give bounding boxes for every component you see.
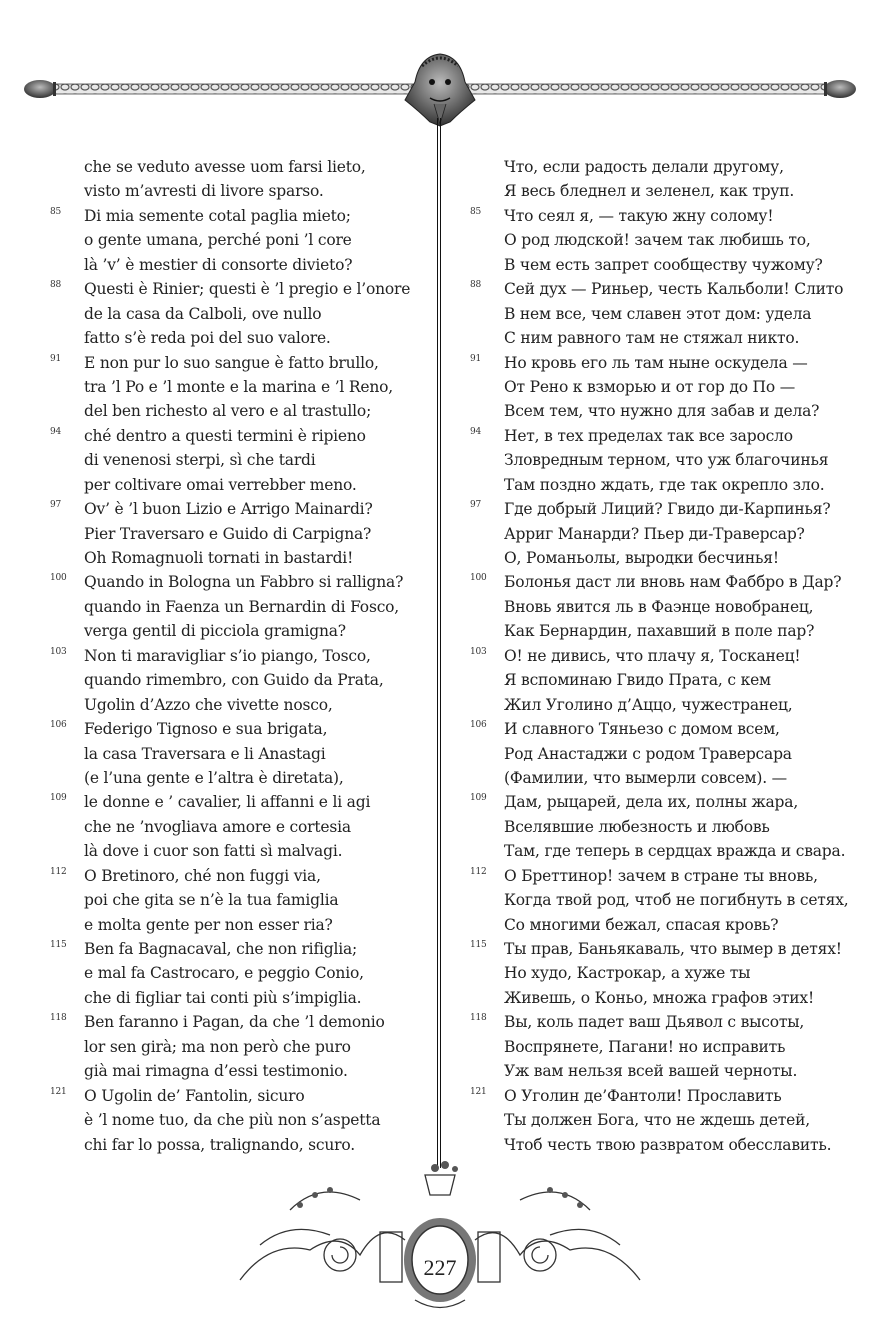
verse-line bbox=[50, 742, 430, 766]
verse-text: Но кровь его ль там ныне оскудела — bbox=[504, 353, 808, 372]
verse-text: Арриг Манарди? Пьер ди-Траверсар? bbox=[504, 524, 805, 543]
line-number: 97 bbox=[50, 500, 62, 511]
verse-text: che di figliar tai conti più s’impiglia. bbox=[84, 988, 362, 1007]
verse-text: Я вспоминаю Гвидо Прата, с кем bbox=[504, 671, 771, 690]
verse-text: Зловредным терном, что уж благочинья bbox=[504, 451, 829, 470]
verse-text: E non pur lo suo sangue è fatto brullo, bbox=[84, 353, 379, 372]
verse-line bbox=[50, 1010, 430, 1034]
verse-text: Вселявшие любезность и любовь bbox=[504, 817, 770, 836]
verse-line bbox=[470, 864, 870, 888]
verse-text: quando in Faenza un Bernardin di Fosco, bbox=[84, 597, 400, 616]
verse-line bbox=[470, 179, 870, 203]
verse-text: e molta gente per non esser ria? bbox=[84, 915, 333, 934]
verse-text: Ты должен Бога, что не ждешь детей, bbox=[504, 1111, 810, 1130]
verse-text: ché dentro a questi termini è ripieno bbox=[84, 426, 366, 445]
verse-text: Questi è Rinier; questi è ’l pregio e l’onore bbox=[84, 280, 411, 299]
verse-line bbox=[50, 326, 430, 350]
verse-line bbox=[470, 1035, 870, 1059]
verse-text: là dove i cuor son fatti sì malvagi. bbox=[84, 842, 343, 861]
verse-line bbox=[470, 497, 870, 521]
verse-text: (Фамилии, что вымерли совсем). — bbox=[504, 768, 787, 787]
verse-line bbox=[50, 644, 430, 668]
verse-line bbox=[470, 155, 870, 179]
verse-text: visto m’avresti di livore sparso. bbox=[84, 182, 324, 201]
verse-line bbox=[50, 815, 430, 839]
verse-text: Чтоб честь твою развратом обесславить. bbox=[504, 1135, 832, 1154]
verse-line bbox=[50, 179, 430, 203]
verse-line bbox=[50, 424, 430, 448]
verse-text: Воспрянете, Пагани! но исправить bbox=[504, 1037, 786, 1056]
verse-text: О Бреттинор! зачем в стране ты вновь, bbox=[504, 866, 818, 885]
verse-line bbox=[50, 595, 430, 619]
verse-line bbox=[470, 302, 870, 326]
line-number: 115 bbox=[470, 940, 487, 950]
verse-line bbox=[50, 399, 430, 423]
line-number: 88 bbox=[50, 280, 62, 291]
verse-text: è ’l nome tuo, da che più non s’aspetta bbox=[84, 1111, 381, 1130]
verse-line bbox=[470, 693, 870, 717]
leaves-icon bbox=[297, 1161, 583, 1208]
verse-line bbox=[50, 668, 430, 692]
verse-line bbox=[50, 693, 430, 717]
line-number: 91 bbox=[50, 353, 62, 364]
verse-text: Di mia semente cotal paglia mieto; bbox=[84, 206, 351, 225]
verse-text: che se veduto avesse uom farsi lieto, bbox=[84, 158, 366, 176]
page-number: 227 bbox=[423, 1255, 457, 1280]
verse-text: Non ti maravigliar s’io piango, Tosco, bbox=[84, 646, 371, 665]
verse-text: Pier Traversaro e Guido di Carpigna? bbox=[84, 524, 372, 543]
verse-line bbox=[470, 595, 870, 619]
verse-line bbox=[470, 522, 870, 546]
verse-line bbox=[470, 986, 870, 1010]
verse-line bbox=[50, 1084, 430, 1108]
verse-text: Жил Уголино д’Аццо, чужестранец, bbox=[504, 695, 793, 714]
verse-text: e mal fa Castrocaro, e peggio Conio, bbox=[84, 964, 364, 983]
verse-line bbox=[470, 790, 870, 814]
verse-line bbox=[470, 815, 870, 839]
verse-line bbox=[50, 986, 430, 1010]
verse-line bbox=[50, 766, 430, 790]
verse-line bbox=[470, 424, 870, 448]
verse-line bbox=[470, 888, 870, 912]
verse-text: И славного Тяньезо с домом всем, bbox=[504, 720, 780, 739]
verse-line bbox=[470, 1059, 870, 1083]
verse-line bbox=[470, 204, 870, 228]
verse-line bbox=[50, 937, 430, 961]
verse-text: O Ugolin de’ Fantolin, sicuro bbox=[84, 1086, 305, 1105]
verse-line bbox=[470, 1084, 870, 1108]
verse-text: lor sen girà; ma non però che puro bbox=[84, 1037, 351, 1056]
verse-line bbox=[470, 766, 870, 790]
verse-text: Ты прав, Баньякаваль, что вымер в детях! bbox=[504, 940, 842, 958]
verse-line bbox=[50, 888, 430, 912]
line-number: 109 bbox=[470, 793, 487, 804]
verse-text: О! не дивись, что плачу я, Тосканец! bbox=[504, 646, 801, 665]
verse-line bbox=[50, 253, 430, 277]
verse-line bbox=[470, 228, 870, 252]
verse-text: Где добрый Лиций? Гвидо ди-Карпинья? bbox=[504, 500, 831, 519]
verse-line bbox=[470, 717, 870, 741]
line-number: 94 bbox=[50, 426, 62, 437]
verse-line bbox=[470, 1108, 870, 1132]
verse-line bbox=[50, 522, 430, 546]
verse-line bbox=[50, 1108, 430, 1132]
verse-line bbox=[470, 570, 870, 594]
verse-line bbox=[470, 375, 870, 399]
verse-line bbox=[50, 546, 430, 570]
verse-text: di venenosi sterpi, sì che tardi bbox=[84, 451, 316, 470]
russian-column bbox=[470, 155, 870, 1157]
verse-text: Всем тем, что нужно для забав и дела? bbox=[504, 402, 820, 421]
verse-text: Вновь явится ль в Фаэнце новобранец, bbox=[504, 597, 814, 616]
line-number: 106 bbox=[470, 720, 487, 731]
verse-text: Что сеял я, — такую жну солому! bbox=[504, 206, 774, 225]
line-number: 88 bbox=[470, 280, 482, 291]
line-number: 103 bbox=[50, 646, 67, 657]
verse-text: Oh Romagnuoli tornati in bastardi! bbox=[84, 549, 354, 567]
verse-text: В нем все, чем славен этот дом: удела bbox=[504, 304, 812, 323]
verse-line bbox=[470, 839, 870, 863]
footer-ornament bbox=[230, 1160, 650, 1310]
line-number: 121 bbox=[50, 1086, 67, 1097]
line-number: 91 bbox=[470, 353, 482, 364]
verse-line bbox=[50, 961, 430, 985]
line-number: 85 bbox=[470, 206, 482, 217]
verse-text: Вы, коль падет ваш Дьявол с высоты, bbox=[504, 1013, 805, 1032]
verse-text: Я весь бледнел и зеленел, как труп. bbox=[504, 182, 795, 201]
line-number: 97 bbox=[470, 500, 482, 511]
line-number: 100 bbox=[50, 573, 67, 584]
verse-text: poi che gita se n’è la tua famiglia bbox=[84, 891, 339, 910]
verse-line bbox=[470, 961, 870, 985]
verse-text: Что, если радость делали другому, bbox=[504, 158, 784, 176]
verse-line bbox=[470, 399, 870, 423]
verse-line bbox=[470, 326, 870, 350]
verse-line bbox=[50, 619, 430, 643]
verse-line bbox=[470, 448, 870, 472]
verse-line bbox=[470, 668, 870, 692]
verse-line bbox=[50, 497, 430, 521]
verse-text: Род Анастаджи с родом Траверсара bbox=[504, 744, 792, 763]
verse-text: le donne e ’ cavalier, li affanni e li agi bbox=[84, 793, 371, 812]
verse-line bbox=[50, 155, 430, 179]
verse-line bbox=[50, 1133, 430, 1157]
line-number: 103 bbox=[470, 646, 487, 657]
verse-line bbox=[50, 473, 430, 497]
verse-text: che ne ’nvogliava amore e cortesia bbox=[84, 817, 351, 836]
verse-text: tra ’l Po e ’l monte e la marina e ’l Reno, bbox=[84, 377, 394, 396]
line-number: 112 bbox=[470, 866, 487, 877]
verse-text: per coltivare omai verrebber meno. bbox=[84, 475, 357, 494]
verse-line bbox=[50, 790, 430, 814]
verse-line bbox=[50, 204, 430, 228]
verse-text: В чем есть запрет сообществу чужому? bbox=[504, 255, 823, 274]
verse-text: С ним равного там не стяжал никто. bbox=[504, 329, 800, 348]
verse-text: Болонья даст ли вновь нам Фаббро в Дар? bbox=[504, 573, 842, 592]
verse-line bbox=[470, 546, 870, 570]
verse-line bbox=[50, 375, 430, 399]
verse-line bbox=[470, 619, 870, 643]
verse-text: От Рено к взморью и от гор до По — bbox=[504, 377, 796, 396]
italian-column bbox=[50, 155, 430, 1157]
verse-line bbox=[50, 717, 430, 741]
line-number: 121 bbox=[470, 1086, 487, 1097]
line-number: 94 bbox=[470, 426, 482, 437]
verse-text: О Уголин де’Фантоли! Прославить bbox=[504, 1086, 782, 1105]
verse-line bbox=[50, 277, 430, 301]
verse-line bbox=[470, 644, 870, 668]
verse-text: (e l’una gente e l’altra è diretata), bbox=[84, 768, 344, 787]
verse-text: chi far lo possa, tralignando, scuro. bbox=[84, 1135, 355, 1154]
verse-text: Federigo Tignoso e sua brigata, bbox=[84, 720, 328, 739]
verse-line bbox=[470, 1010, 870, 1034]
verse-text: Сей дух — Риньер, честь Кальболи! Слито bbox=[504, 280, 844, 299]
pinecone-finial-right-icon bbox=[824, 80, 856, 98]
verse-text: o gente umana, perché poni ’l core bbox=[84, 231, 352, 250]
verse-text: О, Романьолы, выродки бесчинья! bbox=[504, 549, 779, 567]
verse-line bbox=[50, 351, 430, 375]
verse-line bbox=[50, 302, 430, 326]
verse-text: Со многими бежал, спасая кровь? bbox=[504, 915, 779, 934]
verse-line bbox=[50, 839, 430, 863]
line-number: 109 bbox=[50, 793, 67, 804]
verse-text: de la casa da Calboli, ove nullo bbox=[84, 304, 322, 323]
verse-line bbox=[50, 570, 430, 594]
verse-text: О род людской! зачем так любишь то, bbox=[504, 231, 811, 250]
line-number: 115 bbox=[50, 940, 67, 950]
verse-line bbox=[50, 1059, 430, 1083]
verse-line bbox=[50, 228, 430, 252]
verse-text: verga gentil di picciola gramigna? bbox=[84, 622, 346, 641]
verse-line bbox=[50, 913, 430, 937]
verse-text: Когда твой род, чтоб не погибнуть в сетях, bbox=[504, 891, 849, 910]
line-number: 112 bbox=[50, 866, 67, 877]
pinecone-finial-left-icon bbox=[24, 80, 56, 98]
verse-line bbox=[470, 277, 870, 301]
verse-text: O Bretinoro, ché non fuggi via, bbox=[84, 866, 321, 885]
verse-line bbox=[470, 351, 870, 375]
line-number: 106 bbox=[50, 720, 67, 731]
verse-text: la casa Traversara e li Anastagi bbox=[84, 744, 326, 763]
verse-line bbox=[470, 473, 870, 497]
verse-text: già mai rimagna d’essi testimonio. bbox=[84, 1062, 348, 1081]
verse-text: Уж вам нельзя всей вашей черноты. bbox=[504, 1062, 798, 1081]
verse-text: Quando in Bologna un Fabbro si ralligna? bbox=[84, 573, 404, 592]
verse-line bbox=[50, 864, 430, 888]
verse-line bbox=[470, 913, 870, 937]
verse-text: Нет, в тех пределах так все заросло bbox=[504, 426, 793, 445]
verse-line bbox=[470, 1133, 870, 1157]
verse-text: Живешь, о Коньо, множа графов этих! bbox=[504, 988, 814, 1007]
verse-line bbox=[50, 448, 430, 472]
verse-text: Но худо, Кастрокар, а хуже ты bbox=[504, 964, 751, 983]
verse-line bbox=[470, 937, 870, 961]
line-number: 118 bbox=[50, 1013, 67, 1024]
verse-line bbox=[470, 742, 870, 766]
line-number: 85 bbox=[50, 206, 62, 217]
verse-text: Как Бернардин, пахавший в поле пар? bbox=[504, 622, 815, 641]
verse-text: del ben richesto al vero e al trastullo; bbox=[84, 402, 372, 421]
verse-text: là ’v’ è mestier di consorte divieto? bbox=[84, 255, 353, 274]
verse-text: fatto s’è reda poi del suo valore. bbox=[84, 329, 331, 348]
verse-text: Ov’ è ’l buon Lizio e Arrigo Mainardi? bbox=[84, 500, 373, 519]
column-divider bbox=[437, 118, 441, 1168]
verse-text: quando rimembro, con Guido da Prata, bbox=[84, 671, 384, 690]
verse-text: Ugolin d’Azzo che vivette nosco, bbox=[84, 695, 333, 714]
verse-text: Ben faranno i Pagan, da che ’l demonio bbox=[84, 1013, 385, 1032]
verse-text: Там, где теперь в сердцах вражда и свара. bbox=[504, 842, 846, 861]
verse-line bbox=[50, 1035, 430, 1059]
line-number: 118 bbox=[470, 1013, 487, 1024]
verse-text: Дам, рыцарей, дела их, полны жара, bbox=[504, 793, 799, 812]
verse-text: Там поздно ждать, где так окрепло зло. bbox=[504, 475, 825, 494]
verse-text: Ben fa Bagnacaval, che non rifiglia; bbox=[84, 940, 358, 958]
lion-mask-icon bbox=[405, 54, 475, 126]
verse-line bbox=[470, 253, 870, 277]
line-number: 100 bbox=[470, 573, 487, 584]
